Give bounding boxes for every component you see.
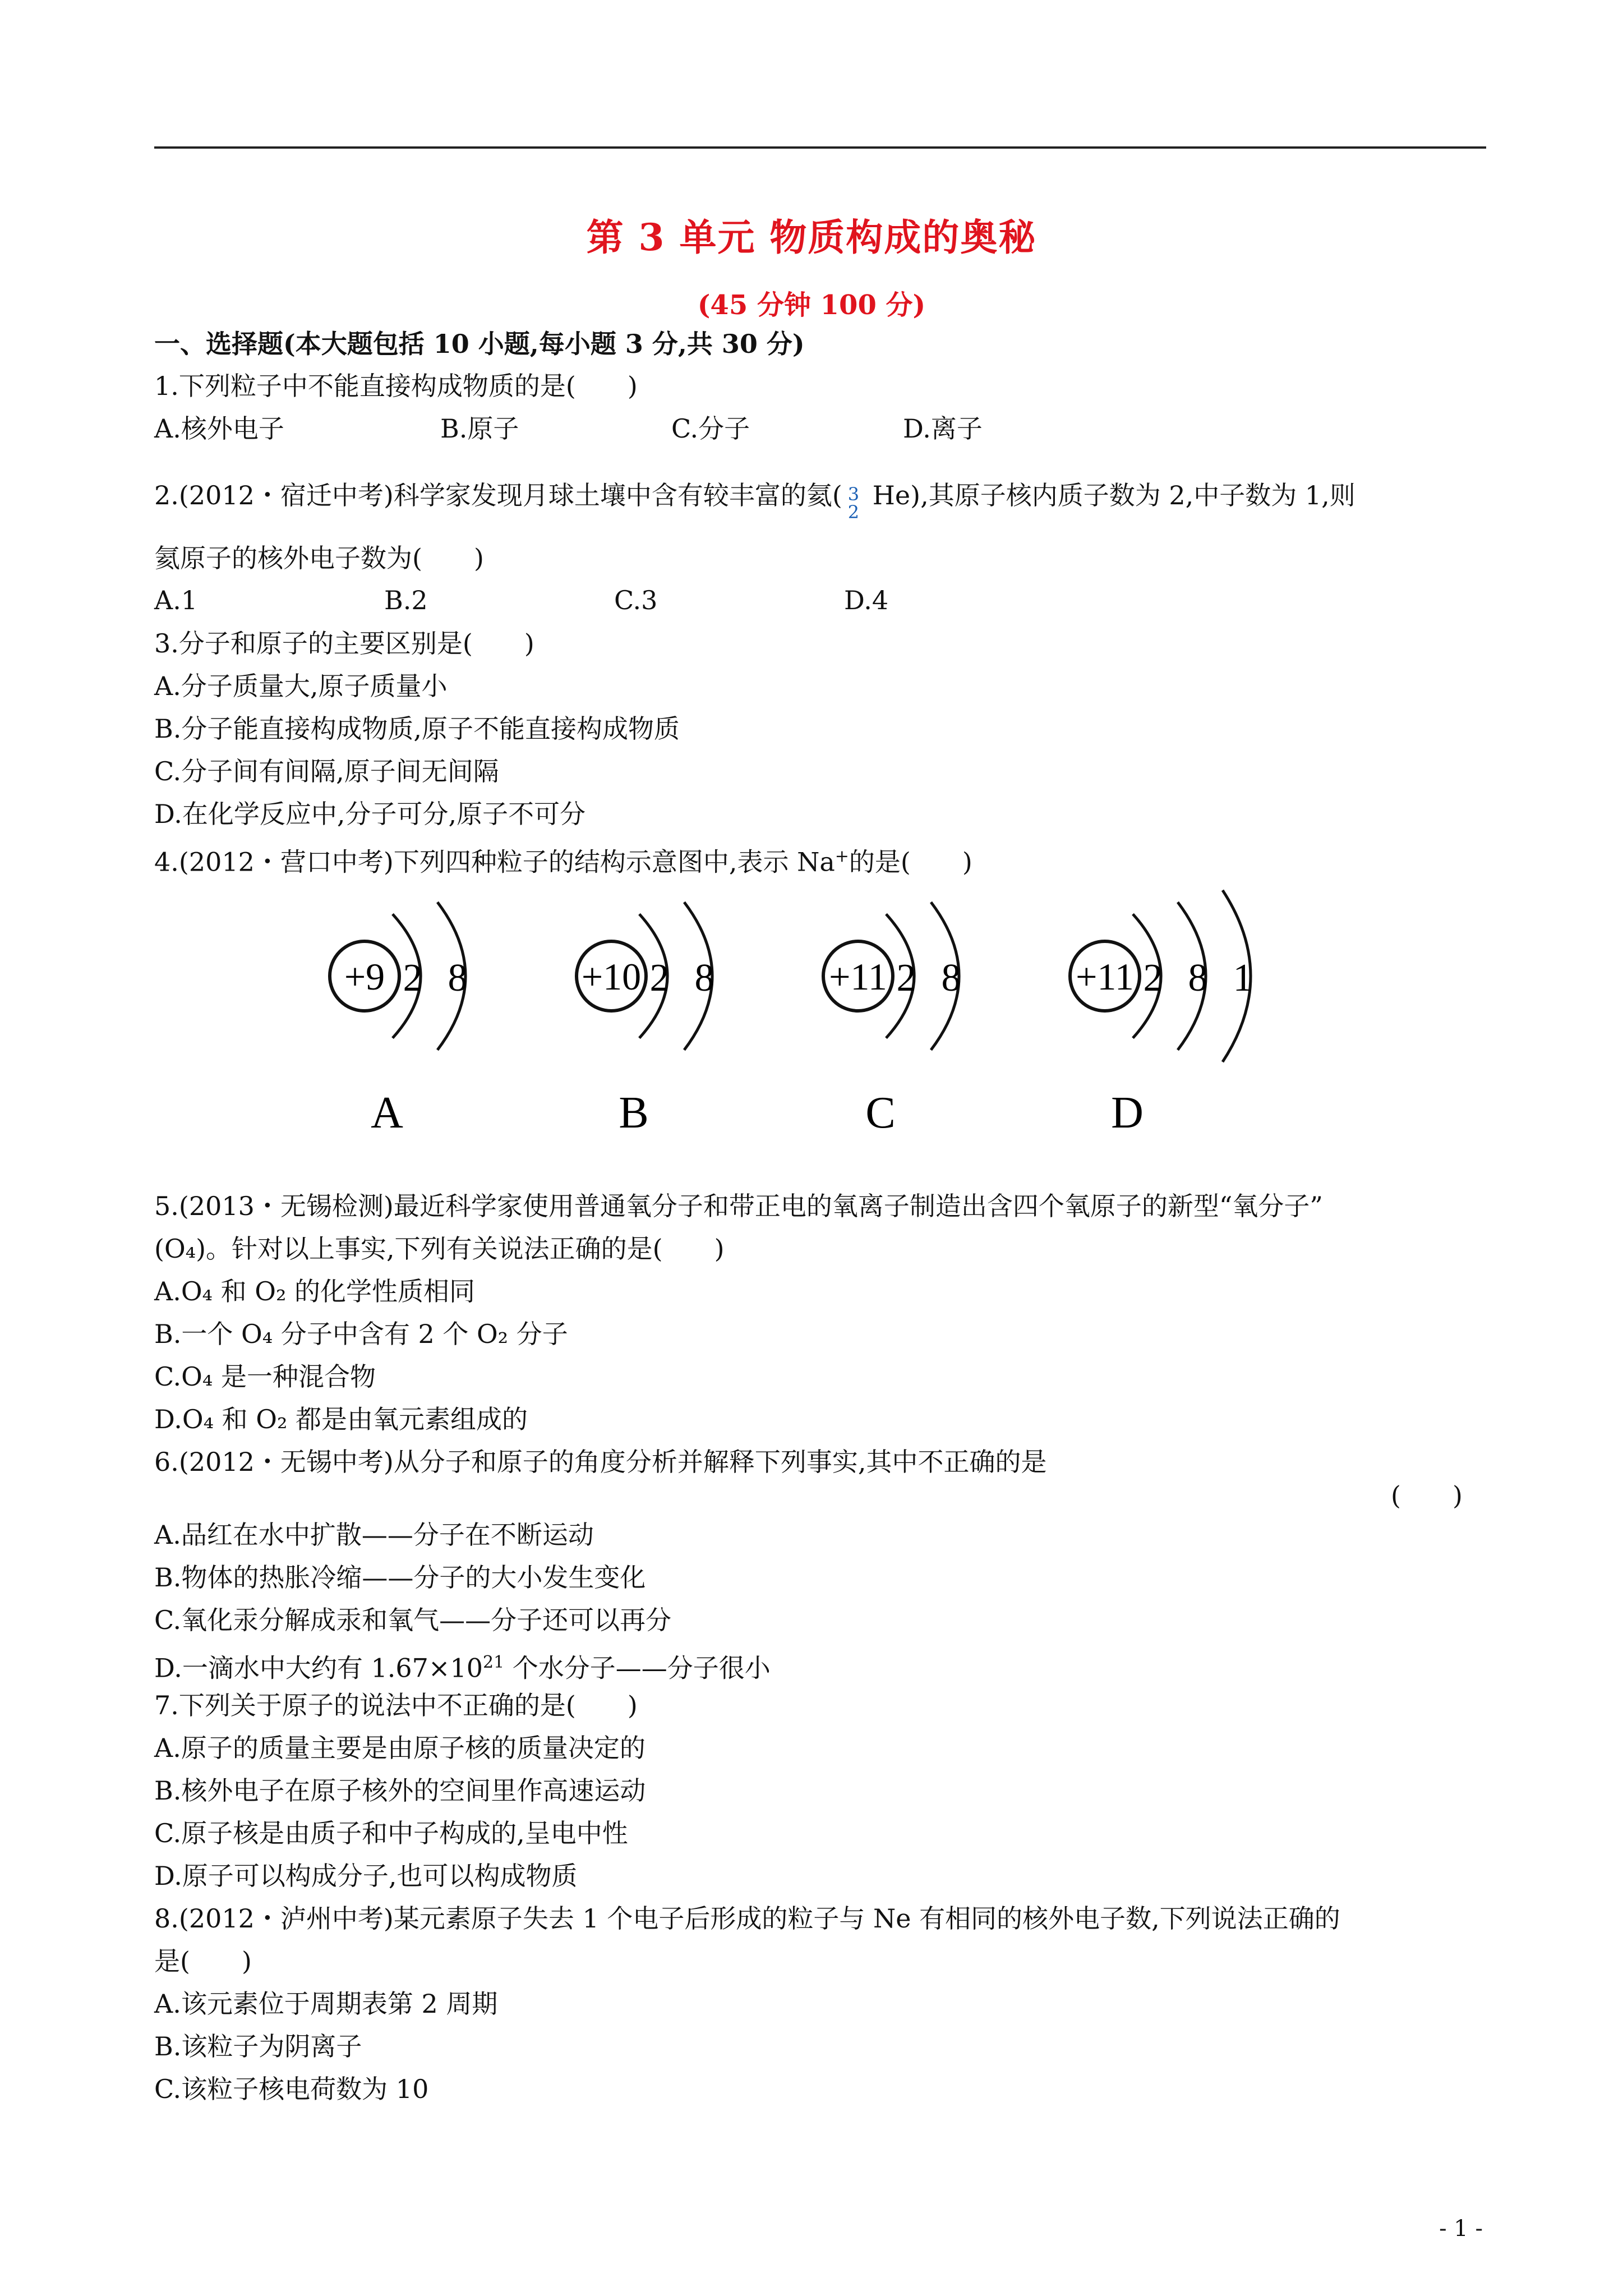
shell-electron-count: 8 — [694, 956, 714, 1000]
q6-option-c: C.氧化汞分解成汞和氧气——分子还可以再分 — [154, 1605, 672, 1635]
q6-option-d — [154, 1646, 771, 1685]
q4-charge-sup: + — [834, 846, 849, 866]
q8-option-c: C.该粒子核电荷数为 10 — [154, 2074, 429, 2104]
q8-option-b: B.该粒子为阴离子 — [154, 2031, 362, 2062]
q8-stem-line2: 是( ) — [154, 1946, 252, 1976]
q2-stem-line2: 氦原子的核外电子数为( ) — [154, 543, 484, 573]
atom-structure-diagrams — [314, 881, 1301, 1156]
q8-stem-line1: 8.(2012・泸州中考)某元素原子失去 1 个电子后形成的粒子与 Ne 有相同的核外电子数,下列说法正确的 — [154, 1903, 1340, 1934]
q5-stem-line1: 5.(2013・无锡检测)最近科学家使用普通氧分子和带正电的氧离子制造出含四个氧原子的新型“氧分子” — [154, 1191, 1323, 1221]
page-title: 第 3 单元 物质构成的奥秘 — [586, 215, 1037, 259]
q6-option-d-part-a: D.一滴水中大约有 1.67×10 — [154, 1653, 483, 1683]
shell-electron-count: 2 — [649, 956, 670, 1000]
q3-option-a: A.分子质量大,原子质量小 — [154, 671, 448, 701]
q3-option-c: C.分子间有间隔,原子间无间隔 — [154, 756, 499, 786]
diagram-label: C — [865, 1088, 896, 1138]
q6-option-d-part-b: 个水分子——分子很小 — [504, 1653, 771, 1683]
q4-stem-part-b: 的是( ) — [849, 846, 972, 877]
shell-electron-count: 1 — [1233, 956, 1253, 1000]
nucleus-charge: +9 — [344, 955, 385, 998]
q6-option-a: A.品红在水中扩散——分子在不断运动 — [154, 1520, 594, 1550]
atom-diagram-b — [577, 902, 714, 1138]
q2-option-a: A.1 — [154, 585, 198, 615]
diagram-label: B — [619, 1088, 649, 1138]
q7-stem: 7.下列关于原子的说法中不正确的是( ) — [154, 1690, 638, 1720]
q5-option-c: C.O₄ 是一种混合物 — [154, 1361, 376, 1392]
q2-stem-part-a: 2.(2012・宿迁中考)科学家发现月球土壤中含有较丰富的氦( — [154, 480, 842, 510]
q5-option-b: B.一个 O₄ 分子中含有 2 个 O₂ 分子 — [154, 1319, 568, 1349]
page-number: - 1 - — [1439, 2216, 1483, 2242]
q1-options — [154, 412, 1276, 445]
q7-option-d: D.原子可以构成分子,也可以构成物质 — [154, 1861, 578, 1891]
q1-option-d: D.离子 — [903, 413, 983, 444]
q1-option-a: A.核外电子 — [154, 413, 284, 444]
q6-option-d-exponent: 21 — [482, 1653, 505, 1672]
q5-stem-line2: (O₄)。针对以上事实,下列有关说法正确的是( ) — [154, 1234, 725, 1264]
nucleus-charge: +11 — [829, 955, 887, 998]
top-rule — [154, 146, 1486, 149]
q5-option-a: A.O₄ 和 O₂ 的化学性质相同 — [154, 1276, 476, 1306]
q2-stem-line1 — [154, 478, 1355, 523]
shell-electron-count: 8 — [941, 956, 961, 1000]
q2-options — [154, 583, 1276, 617]
q7-option-a: A.原子的质量主要是由原子核的质量决定的 — [154, 1733, 645, 1763]
q5-option-d: D.O₄ 和 O₂ 都是由氧元素组成的 — [154, 1404, 528, 1434]
diagram-label: A — [371, 1088, 403, 1138]
q1-option-b: B.原子 — [440, 413, 519, 444]
q7-option-c: C.原子核是由质子和中子构成的,呈电中性 — [154, 1818, 628, 1848]
atom-diagram-c — [823, 902, 961, 1138]
q3-stem: 3.分子和原子的主要区别是( ) — [154, 628, 534, 659]
isotope-mass: 3 — [847, 484, 860, 505]
shell-electron-count: 8 — [448, 956, 468, 1000]
shell-electron-count: 8 — [1188, 956, 1208, 1000]
atom-diagram-d — [1070, 890, 1253, 1138]
section-heading: 一、选择题(本大题包括 10 小题,每小题 3 分,共 30 分) — [154, 329, 805, 359]
q3-option-d: D.在化学反应中,分子可分,原子不可分 — [154, 799, 586, 829]
shell-electron-count: 2 — [1143, 956, 1163, 1000]
q1-stem: 1.下列粒子中不能直接构成物质的是( ) — [154, 371, 638, 401]
page-subtitle: (45 分钟 100 分) — [697, 289, 926, 321]
q4-stem-part-a: 4.(2012・营口中考)下列四种粒子的结构示意图中,表示 Na — [154, 846, 835, 877]
q2-option-c: C.3 — [614, 585, 658, 615]
q4-stem — [154, 840, 972, 878]
q6-option-b: B.物体的热胀冷缩——分子的大小发生变化 — [154, 1562, 646, 1593]
q3-option-b: B.分子能直接构成物质,原子不能直接构成物质 — [154, 714, 680, 744]
q8-option-a: A.该元素位于周期表第 2 周期 — [154, 1989, 498, 2019]
nucleus-charge: +10 — [581, 955, 642, 998]
q7-option-b: B.核外电子在原子核外的空间里作高速运动 — [154, 1775, 646, 1806]
q2-option-d: D.4 — [844, 585, 889, 615]
q2-option-b: B.2 — [384, 585, 428, 615]
atom-diagram-a — [330, 902, 468, 1138]
q1-option-c: C.分子 — [671, 413, 750, 444]
q2-stem-part-b: He),其原子核内质子数为 2,中子数为 1,则 — [872, 480, 1355, 510]
isotope-symbol — [842, 481, 873, 523]
shell-electron-count: 2 — [896, 956, 916, 1000]
nucleus-charge: +11 — [1076, 955, 1134, 998]
diagram-label: D — [1111, 1088, 1144, 1138]
q6-answer-paren: ( ) — [1391, 1480, 1463, 1511]
q6-stem: 6.(2012・无锡中考)从分子和原子的角度分析并解释下列事实,其中不正确的是 — [154, 1447, 1047, 1477]
isotope-number: 2 — [847, 501, 860, 523]
shell-electron-count: 2 — [403, 956, 423, 1000]
